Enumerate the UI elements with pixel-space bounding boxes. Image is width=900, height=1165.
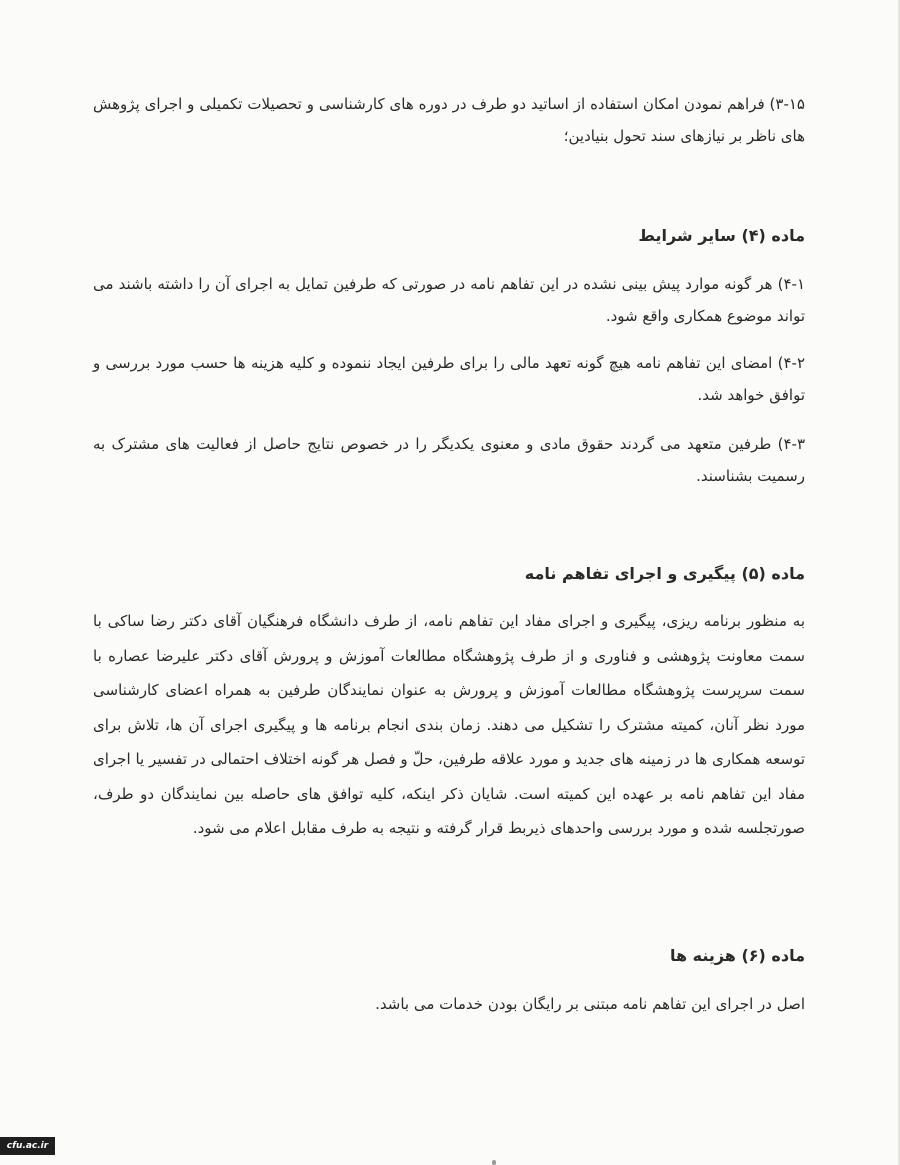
scan-speck [492,1160,496,1165]
article-5-body: به منظور برنامه ریزی، پیگیری و اجرای مفاد این تفاهم نامه، از طرف دانشگاه فرهنگیان آقای دکتر رضا ساکی با سمت معاونت پژوهشی و فناوری و از طرف پژوهشگاه مطالعات آموزش و پرورش آقای دکتر علیرضا عصاره با سمت سرپرست پژوهشگاه مطالعات آموزش و پرورش به عنوان نمایندگان طرفین به همراه اعضای کارشناسی مورد نظر آنان، کمیته مشترک را تشکیل می دهند. زمان بندی انجام برنامه ها و پیگیری اجرای آن ها، تلاش برای توسعه همکاری ها در زمینه های جدید و مورد علاقه طرفین، حلّ و فصل هر گونه اختلاف احتمالی در تفسیر یا اجرای مفاد این تفاهم نامه بر عهده این کمیته است. شایان ذکر اینکه، کلیه توافق های حاصله بین نمایندگان دو طرف، صورتجلسه شده و مورد بررسی واحدهای ذیربط قرار گرفته و نتیجه به طرف مقابل اعلام می شود. [93,612,805,837]
article-4-title: ماده (۴) سایر شرایط [638,226,805,245]
article-6-body: اصل در اجرای این تفاهم نامه مبتنی بر رایگان بودن خدمات می باشد. [375,995,805,1013]
clause-4-3: ۴-۳) طرفین متعهد می گردند حقوق مادی و معنوی یکدیگر را در خصوص نتایج حاصل از فعالیت های مشترک به رسمیت بشناسند. [93,435,805,485]
article-5-title: ماده (۵) پیگیری و اجرای تفاهم نامه [524,564,805,583]
site-watermark: cfu.ac.ir [0,1137,55,1155]
clause-4-2: ۴-۲) امضای این تفاهم نامه هیچ گونه تعهد مالی را برای طرفین ایجاد ننموده و کلیه هزینه ها حسب مورد بررسی و توافق خواهد شد. [93,354,805,404]
clause-3-15: ۳-۱۵) فراهم نمودن امکان استفاده از اساتید دو طرف در دوره های کارشناسی و تحصیلات تکمیلی و اجرای پژوهش های ناظر بر نیازهای سند تحول بنیادین؛ [93,95,805,145]
article-6-title: ماده (۶) هزینه ها [669,946,805,965]
clause-4-1: ۴-۱) هر گونه موارد پیش بینی نشده در این تفاهم نامه در صورتی که طرفین تمایل به اجرای آن را داشته باشند می تواند موضوع همکاری واقع شود. [93,275,805,325]
